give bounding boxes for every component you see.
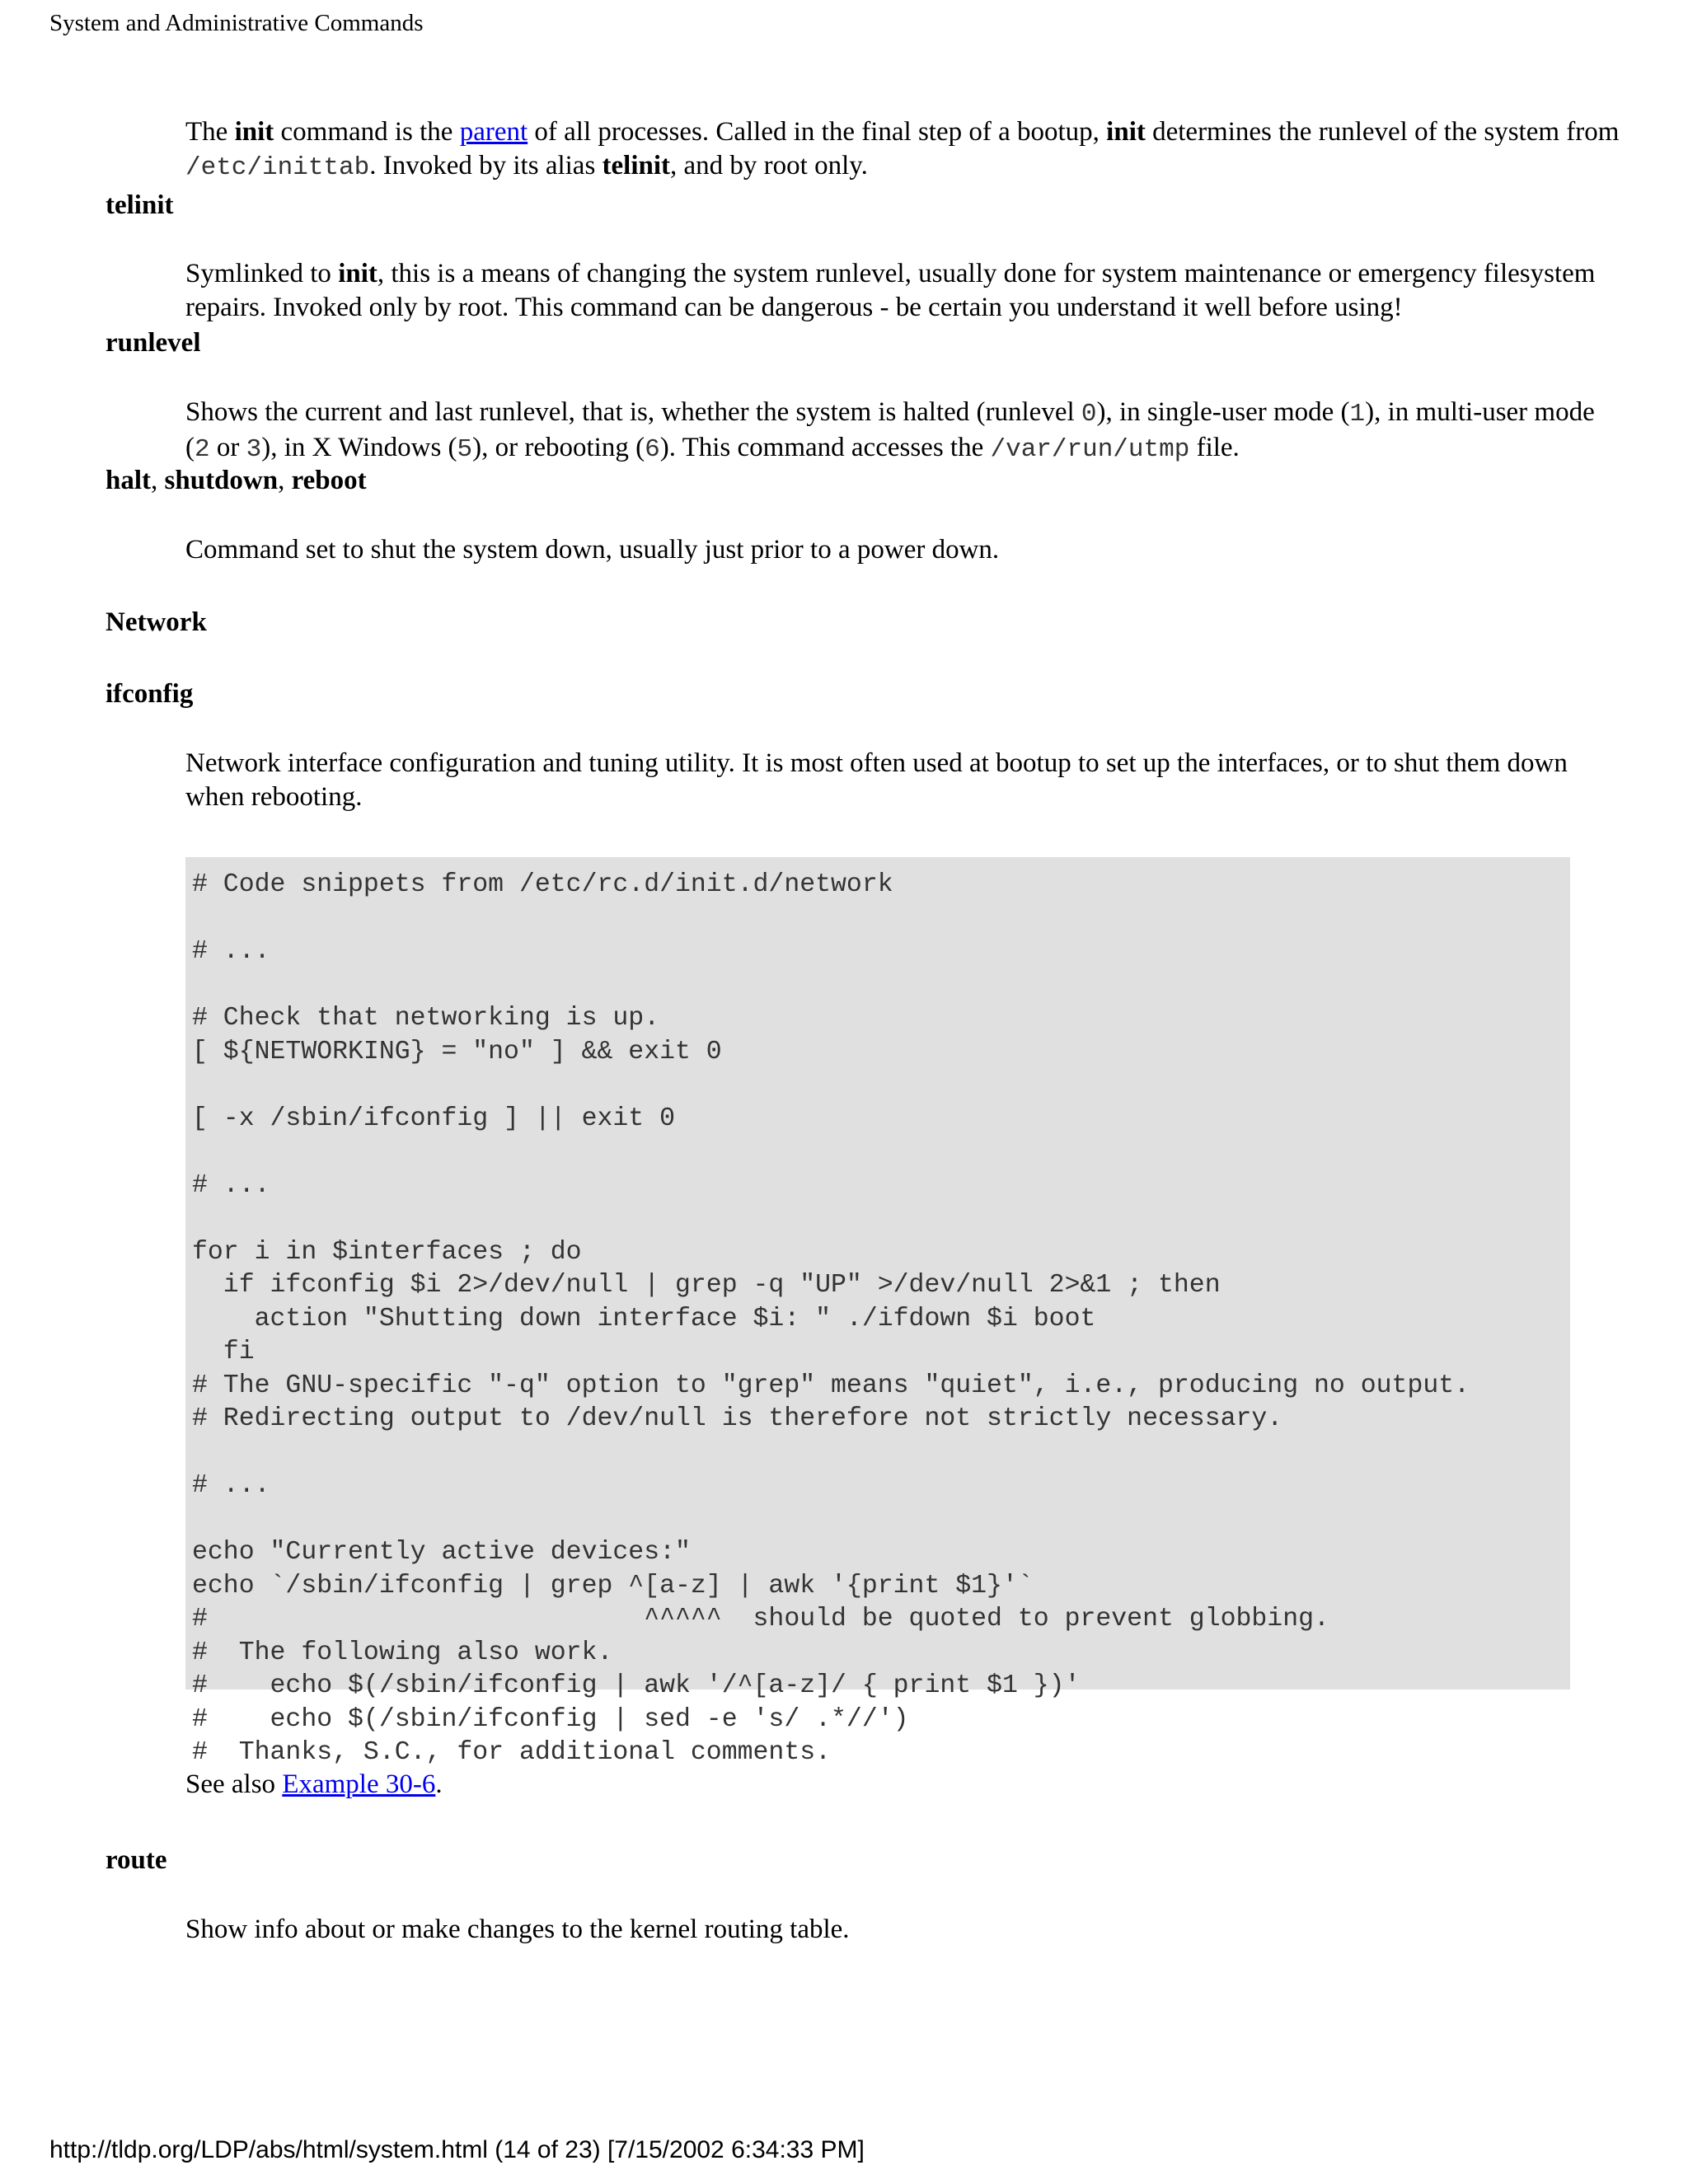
inittab-path: /etc/inittab — [185, 153, 370, 182]
runlevel-description: Shows the current and last runlevel, that is, whether the system is halted (runlevel 0), in single-user mode (1), in multi-user mode (2 or 3), in X Windows (5), or rebooting (6). This command accesses the /var/run/utmp file. — [185, 397, 1595, 464]
network-code-block: # Code snippets from /etc/rc.d/init.d/network # ... # Check that networking is up. [ ${NETWORKING} = "no" ] && exit 0 [ -x /sbin/ifconfig ] || exit 0 # ... for i in $interfaces ; do if ifconfig $i 2>/dev/null | grep -q "UP" >/dev/null 2>&1 ; then action "Shutting down interface $i: " ./ifdown $i boot fi # The GNU-specific "-q" option to "grep" means "quiet", i.e., producing no output. # Redirecting output to /dev/null is therefore not strictly necessary. # ... echo "Currently active devices:" echo `/sbin/ifconfig | grep ^[a-z] | awk '{print $1}'` # ^^^^^ should be quoted to prevent globbing. # The following also work. # echo $(/sbin/ifconfig | awk '/^[a-z]/ { print $1 })' # echo $(/sbin/ifconfig | sed -e 's/ .*//') # Thanks, S.C., for additional comments. — [185, 857, 1570, 1690]
init-term: init — [234, 117, 274, 147]
utmp-path: /var/run/utmp — [990, 435, 1190, 464]
telinit-description: Symlinked to init, this is a means of changing the system runlevel, usually done for system maintenance or emergency filesystem repairs. Invoked only by root. This command can be dangerous - be certain you understand it well before using! — [185, 259, 1596, 322]
network-heading: Network — [106, 607, 207, 637]
ifconfig-term: ifconfig — [106, 679, 194, 709]
route-description: Show info about or make changes to the kernel routing table. — [185, 1915, 850, 1944]
runlevel-term: runlevel — [106, 328, 201, 358]
see-also: See also Example 30-6. — [185, 1769, 443, 1799]
ifconfig-description: Network interface configuration and tuning utility. It is most often used at bootup to set up the interfaces, or to shut them down when rebooting. — [185, 748, 1568, 812]
example-30-6-link[interactable]: Example 30-6 — [282, 1769, 436, 1799]
halt-shutdown-reboot-term: halt, shutdown, reboot — [106, 466, 367, 495]
telinit-term: telinit — [106, 190, 174, 220]
parent-link[interactable]: parent — [459, 117, 528, 147]
halt-description: Command set to shut the system down, usually just prior to a power down. — [185, 535, 1000, 565]
page-footer: http://tldp.org/LDP/abs/html/system.html (14 of 23) [7/15/2002 6:34:33 PM] — [49, 2136, 865, 2163]
route-term: route — [106, 1845, 167, 1875]
running-header: System and Administrative Commands — [49, 10, 424, 36]
init-description: The init command is the parent of all processes. Called in the final step of a bootup, init determines the runlevel of the system from /etc/inittab. Invoked by its alias telinit, and by root only. — [185, 117, 1620, 182]
